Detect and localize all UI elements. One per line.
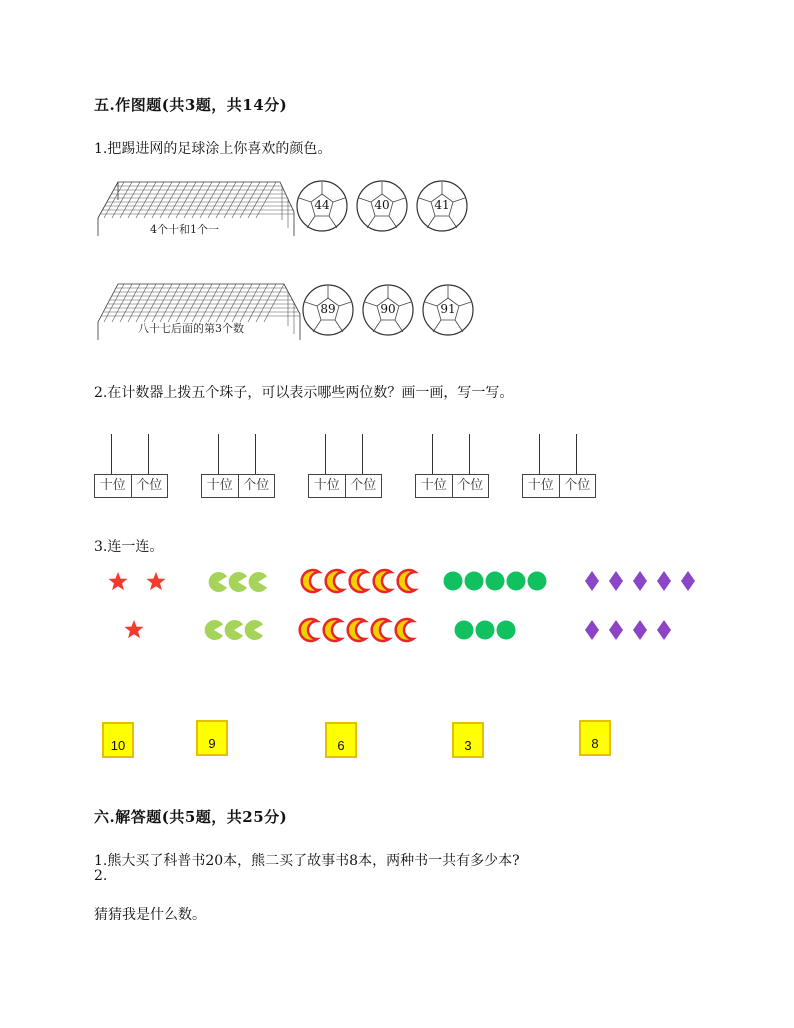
pacman-icon <box>225 620 243 640</box>
s6-q2-text: 猜猜我是什么数。 <box>94 907 206 923</box>
crescent-icon <box>348 619 365 641</box>
ball-number: 44 <box>314 198 330 212</box>
diamond-icon <box>657 571 671 591</box>
tens-label: 十位 <box>523 475 560 497</box>
abacus-4[interactable] <box>415 434 489 493</box>
dot-icon <box>507 572 526 591</box>
s6-q1-text: 1.熊大买了科普书20本，熊二买了故事书8本，两种书一共有多少本? <box>94 853 520 869</box>
diamond-icon <box>633 620 647 640</box>
crescent-icon <box>374 570 391 592</box>
star-icon <box>109 572 128 590</box>
dot-icon <box>486 572 505 591</box>
diamond-icon <box>609 571 623 591</box>
dot-icon <box>476 621 495 640</box>
crescent-icon <box>324 619 341 641</box>
tens-label: 十位 <box>416 475 453 497</box>
shape-groups <box>94 562 704 652</box>
ones-label: 个位 <box>564 478 591 493</box>
diamond-icon <box>585 571 599 591</box>
ones-label: 个位 <box>136 478 163 493</box>
dot-icon <box>528 572 547 591</box>
dot-group <box>444 572 547 640</box>
number-box-6[interactable]: 6 <box>325 722 357 758</box>
diamond-icon <box>681 571 695 591</box>
star-icon <box>125 620 144 638</box>
crescent-icon <box>350 570 367 592</box>
ball-number: 91 <box>440 302 456 316</box>
section5-title: 五.作图题(共3题，共14分) <box>94 96 288 114</box>
dot-icon <box>444 572 463 591</box>
pacman-icon <box>205 620 223 640</box>
ones-label: 个位 <box>350 478 377 493</box>
net-caption: 八十七后面的第3个数 <box>138 322 244 335</box>
pacman-icon <box>209 572 227 592</box>
crescent-icon <box>326 570 343 592</box>
pacman-icon <box>229 572 247 592</box>
crescent-group <box>300 570 415 641</box>
goal-row-2 <box>94 278 478 348</box>
crescent-icon <box>396 619 413 641</box>
star-icon <box>147 572 166 590</box>
ball-number: 40 <box>374 198 390 212</box>
section6-title: 六.解答题(共5题，共25分) <box>94 808 288 826</box>
tens-label: 十位 <box>309 475 346 497</box>
abacus-1[interactable] <box>94 434 168 493</box>
pacman-group <box>205 572 267 640</box>
ball-number: 90 <box>380 302 396 316</box>
diamond-icon <box>657 620 671 640</box>
crescent-icon <box>372 619 389 641</box>
goal-net-image <box>94 278 478 348</box>
star-group <box>109 572 166 638</box>
diamond-group <box>585 571 695 640</box>
number-box-8[interactable]: 8 <box>579 720 611 756</box>
number-box-3[interactable]: 3 <box>452 722 484 758</box>
dot-icon <box>455 621 474 640</box>
ones-label: 个位 <box>457 478 484 493</box>
net-caption: 4个十和1个一 <box>150 223 219 236</box>
tens-label: 十位 <box>202 475 239 497</box>
s6-q2-number: 2. <box>94 868 108 884</box>
diamond-icon <box>633 571 647 591</box>
dot-icon <box>465 572 484 591</box>
crescent-icon <box>398 570 415 592</box>
q1-text: 1.把踢进网的足球涂上你喜欢的颜色。 <box>94 141 332 157</box>
pacman-icon <box>249 572 267 592</box>
diamond-icon <box>609 620 623 640</box>
abacus-2[interactable] <box>201 434 275 493</box>
number-box-10[interactable]: 10 <box>102 722 134 758</box>
q3-text: 3.连一连。 <box>94 539 164 555</box>
ball-number: 41 <box>434 198 450 212</box>
number-box-9[interactable]: 9 <box>196 720 228 756</box>
pacman-icon <box>245 620 263 640</box>
ball-number: 89 <box>320 302 336 316</box>
crescent-icon <box>302 570 319 592</box>
tens-label: 十位 <box>95 475 132 497</box>
goal-row-1 <box>94 176 472 244</box>
diamond-icon <box>585 620 599 640</box>
abacus-3[interactable] <box>308 434 382 493</box>
crescent-icon <box>300 619 317 641</box>
ones-label: 个位 <box>243 478 270 493</box>
dot-icon <box>497 621 516 640</box>
abacus-5[interactable] <box>522 434 596 493</box>
q2-text: 2.在计数器上拨五个珠子，可以表示哪些两位数？画一画，写一写。 <box>94 385 514 401</box>
